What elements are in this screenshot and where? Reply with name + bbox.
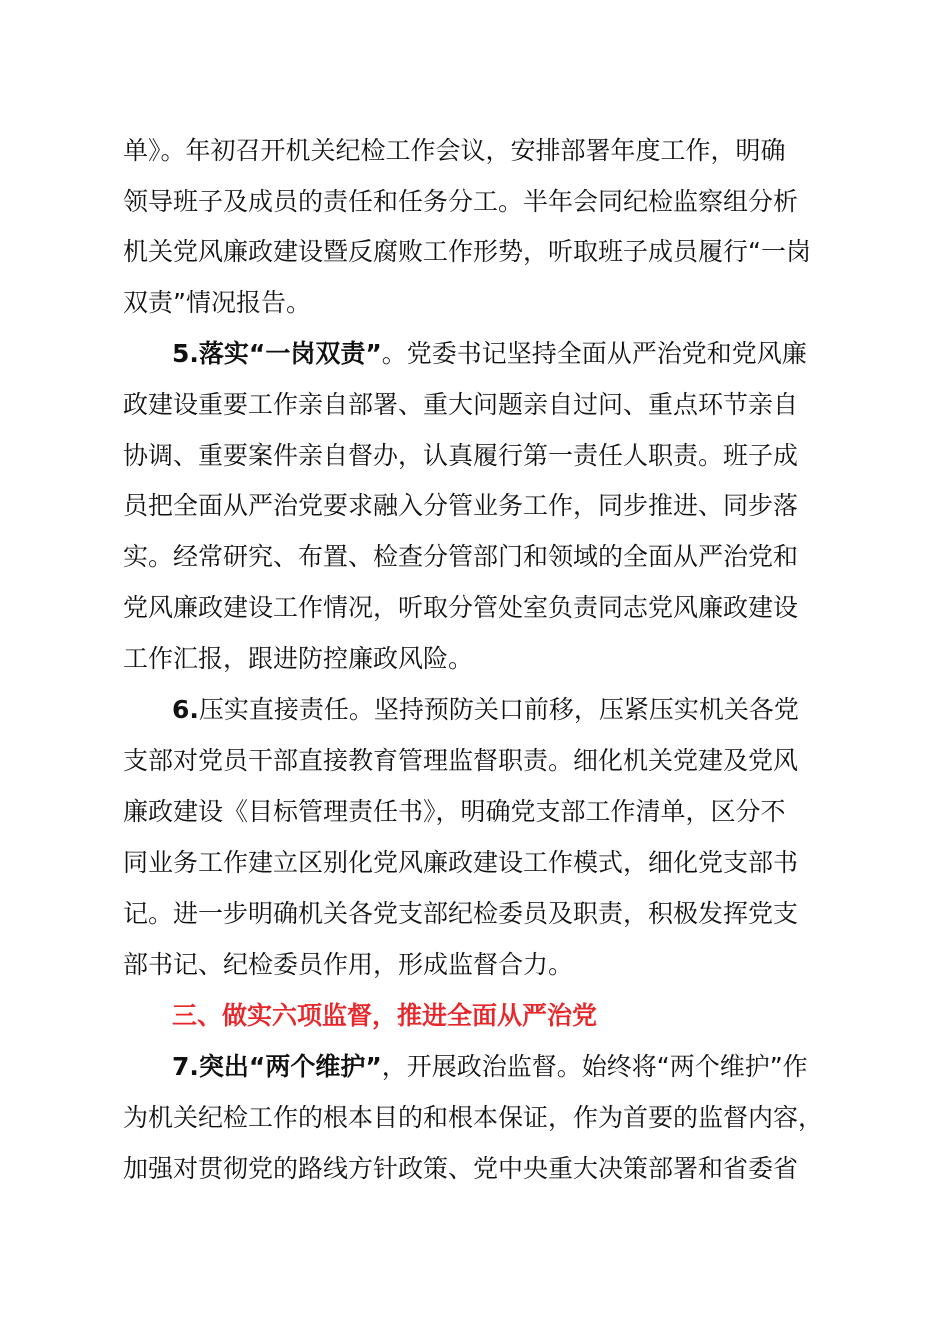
text-line: 支部对党员干部直接教育管理监督职责。细化机关党建及党风: [123, 746, 799, 775]
text-line: 党风廉政建设工作情况，听取分管处室负责同志党风廉政建设: [123, 593, 799, 622]
text-line: 记。进一步明确机关各党支部纪检委员及职责，积极发挥党支: [123, 899, 799, 928]
section-heading: 三、做实六项监督，推进全面从严治党: [172, 1001, 598, 1030]
paragraph-number: 5.: [172, 339, 199, 368]
text-span: 压实直接责任。坚持预防关口前移，压紧压实机关各党: [198, 695, 799, 724]
text-line: 单》。年初召开机关纪检工作会议，安排部署年度工作，明确: [123, 136, 786, 165]
text-line: 工作汇报，跟进防控廉政风险。: [123, 644, 474, 673]
text-line: 员把全面从严治党要求融入分管业务工作，同步推进、同步落: [123, 491, 799, 520]
text-line: 部书记、纪检委员作用，形成监督合力。: [123, 950, 574, 979]
text-line: 同业务工作建立区别化党风廉政建设工作模式，细化党支部书: [123, 848, 799, 877]
text-line: 为机关纪检工作的根本目的和根本保证，作为首要的监督内容，: [123, 1103, 824, 1132]
paragraph-5-first-line: [172, 339, 892, 369]
text-line: 机关党风廉政建设暨反腐败工作形势，听取班子成员履行“一岗: [123, 237, 811, 266]
paragraph-number: 6.: [172, 695, 199, 724]
text-line: 领导班子及成员的责任和任务分工。半年会同纪检监察组分析: [123, 187, 799, 216]
text-line: 廉政建设《目标管理责任书》，明确党支部工作清单，区分不: [123, 797, 786, 826]
text-line: 政建设重要工作亲自部署、重大问题亲自过问、重点环节亲自: [123, 390, 799, 419]
text-line: 协调、重要案件亲自督办，认真履行第一责任人职责。班子成: [123, 441, 799, 470]
paragraph-lead: 突出“两个维护”: [198, 1052, 382, 1081]
paragraph-7-first-line: [172, 1052, 892, 1082]
paragraph-6-first-line: [172, 695, 892, 725]
paragraph-lead: 落实“一岗双责”: [198, 339, 382, 368]
text-line: 双责”情况报告。: [123, 288, 311, 317]
text-line: 加强对贯彻党的路线方针政策、党中央重大决策部署和省委省: [123, 1154, 799, 1183]
paragraph-number: 7.: [172, 1052, 199, 1081]
text-line: 实。经常研究、布置、检查分管部门和领域的全面从严治党和: [123, 542, 799, 571]
text-span: ，开展政治监督。始终将“两个维护”作: [381, 1052, 808, 1081]
text-span: 。党委书记坚持全面从严治党和党风廉: [381, 339, 807, 368]
